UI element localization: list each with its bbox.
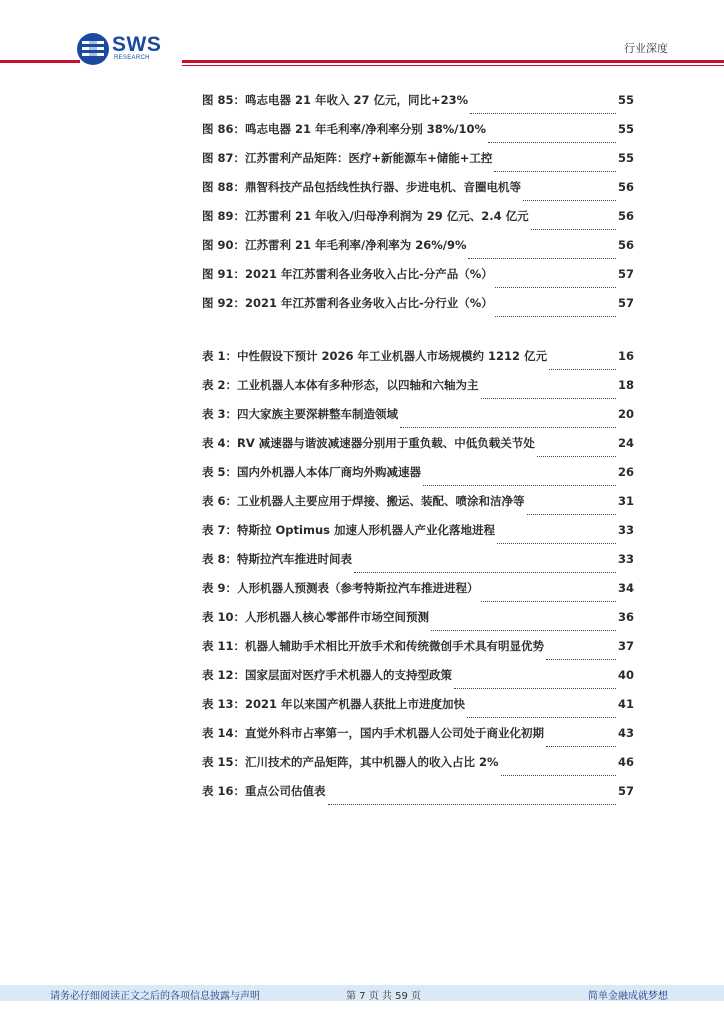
toc-entry[interactable] (202, 406, 634, 435)
toc-entry-label: 表 15：汇川技术的产品矩阵，其中机器人的收入占比 2% (202, 755, 499, 769)
toc-entry[interactable] (202, 638, 634, 667)
figure-list (202, 92, 634, 324)
toc-entry-page: 55 (617, 151, 634, 165)
toc-entry-label: 表 4：RV 减速器与谐波减速器分别用于重负载、中低负载关节处 (202, 436, 535, 450)
table-list (202, 348, 634, 812)
toc-entry-page: 41 (617, 697, 634, 711)
toc-entry[interactable] (202, 696, 634, 725)
toc-entry[interactable] (202, 295, 634, 324)
toc-entry[interactable] (202, 266, 634, 295)
figure-table-index (202, 92, 634, 812)
toc-entry-label: 图 90：江苏雷利 21 年毛利率/净利率为 26%/9% (202, 238, 467, 252)
toc-entry[interactable] (202, 551, 634, 580)
toc-entry-label: 表 2：工业机器人本体有多种形态，以四轴和六轴为主 (202, 378, 479, 392)
toc-entry-label: 表 11：机器人辅助手术相比开放手术和传统微创手术具有明显优势 (202, 639, 545, 653)
toc-entry-label: 图 86：鸣志电器 21 年毛利率/净利率分别 38%/10% (202, 122, 486, 136)
toc-entry-label: 表 8：特斯拉汽车推进时间表 (202, 552, 353, 566)
toc-entry[interactable] (202, 150, 634, 179)
toc-entry[interactable] (202, 121, 634, 150)
section-gap (202, 324, 634, 348)
toc-entry-page: 46 (617, 755, 634, 769)
toc-entry[interactable] (202, 92, 634, 121)
logo-text: SWS (112, 33, 162, 56)
toc-entry-label: 表 3：四大家族主要深耕整车制造领域 (202, 407, 399, 421)
toc-entry-page: 26 (617, 465, 634, 479)
toc-entry-page: 20 (617, 407, 634, 421)
toc-entry[interactable] (202, 435, 634, 464)
toc-entry[interactable] (202, 667, 634, 696)
toc-entry-page: 33 (617, 552, 634, 566)
toc-entry[interactable] (202, 754, 634, 783)
toc-entry-page: 43 (617, 726, 634, 740)
report-category: 行业深度 (624, 42, 668, 55)
toc-entry-page: 16 (617, 349, 634, 363)
toc-entry-label: 图 85：鸣志电器 21 年收入 27 亿元，同比+23% (202, 93, 469, 107)
toc-entry-label: 表 9：人形机器人预测表（参考特斯拉汽车推进进程） (202, 581, 479, 595)
toc-entry[interactable] (202, 522, 634, 551)
toc-entry-page: 40 (617, 668, 634, 682)
toc-entry-label: 图 87：江苏雷利产品矩阵：医疗+新能源车+储能+工控 (202, 151, 493, 165)
toc-entry-page: 56 (617, 209, 634, 223)
toc-entry[interactable] (202, 493, 634, 522)
toc-entry-label: 表 6：工业机器人主要应用于焊接、搬运、装配、喷涂和洁净等 (202, 494, 525, 508)
toc-entry-page: 36 (617, 610, 634, 624)
footer-disclaimer: 请务必仔细阅读正文之后的各项信息披露与声明 (50, 991, 260, 1002)
toc-entry-label: 表 14：直觉外科市占率第一，国内手术机器人公司处于商业化初期 (202, 726, 545, 740)
toc-entry-page: 56 (617, 180, 634, 194)
toc-entry-label: 图 88：鼎智科技产品包括线性执行器、步进电机、音圈电机等 (202, 180, 522, 194)
toc-entry-label: 表 7：特斯拉 Optimus 加速人形机器人产业化落地进程 (202, 523, 495, 537)
toc-entry[interactable] (202, 783, 634, 812)
page-footer (0, 985, 724, 1001)
toc-entry-page: 57 (617, 296, 634, 310)
toc-entry-label: 表 5：国内外机器人本体厂商均外购减速器 (202, 465, 422, 479)
toc-entry-label: 表 13：2021 年以来国产机器人获批上市进度加快 (202, 697, 466, 711)
toc-entry[interactable] (202, 580, 634, 609)
toc-entry-page: 56 (617, 238, 634, 252)
toc-entry[interactable] (202, 179, 634, 208)
toc-entry-page: 34 (617, 581, 634, 595)
toc-entry-page: 57 (617, 267, 634, 281)
toc-entry-page: 24 (617, 436, 634, 450)
footer-slogan: 简单金融成就梦想 (588, 991, 668, 1002)
toc-entry-label: 图 89：江苏雷利 21 年收入/归母净利润为 29 亿元、2.4 亿元 (202, 209, 529, 223)
toc-entry-page: 33 (617, 523, 634, 537)
toc-entry-page: 18 (617, 378, 634, 392)
toc-entry-label: 表 10：人形机器人核心零部件市场空间预测 (202, 610, 430, 624)
toc-entry[interactable] (202, 348, 634, 377)
toc-entry[interactable] (202, 609, 634, 638)
toc-entry-label: 表 1：中性假设下预计 2026 年工业机器人市场规模约 1212 亿元 (202, 349, 548, 363)
toc-entry[interactable] (202, 208, 634, 237)
toc-entry[interactable] (202, 237, 634, 266)
toc-entry-label: 图 91：2021 年江苏雷利各业务收入占比-分产品（%） (202, 267, 493, 281)
footer-page-number: 第 7 页 共 59 页 (346, 991, 421, 1002)
toc-entry-page: 57 (617, 784, 634, 798)
toc-entry-page: 55 (617, 122, 634, 136)
toc-entry-label: 表 16：重点公司估值表 (202, 784, 326, 798)
toc-entry-page: 37 (617, 639, 634, 653)
toc-entry[interactable] (202, 464, 634, 493)
toc-entry[interactable] (202, 377, 634, 406)
toc-entry-label: 图 92：2021 年江苏雷利各业务收入占比-分行业（%） (202, 296, 493, 310)
toc-entry-page: 31 (617, 494, 634, 508)
header-divider (0, 58, 724, 68)
logo-subtext: RESEARCH (114, 55, 150, 61)
toc-entry-label: 表 12：国家层面对医疗手术机器人的支持型政策 (202, 668, 453, 682)
toc-entry[interactable] (202, 725, 634, 754)
toc-entry-page: 55 (617, 93, 634, 107)
